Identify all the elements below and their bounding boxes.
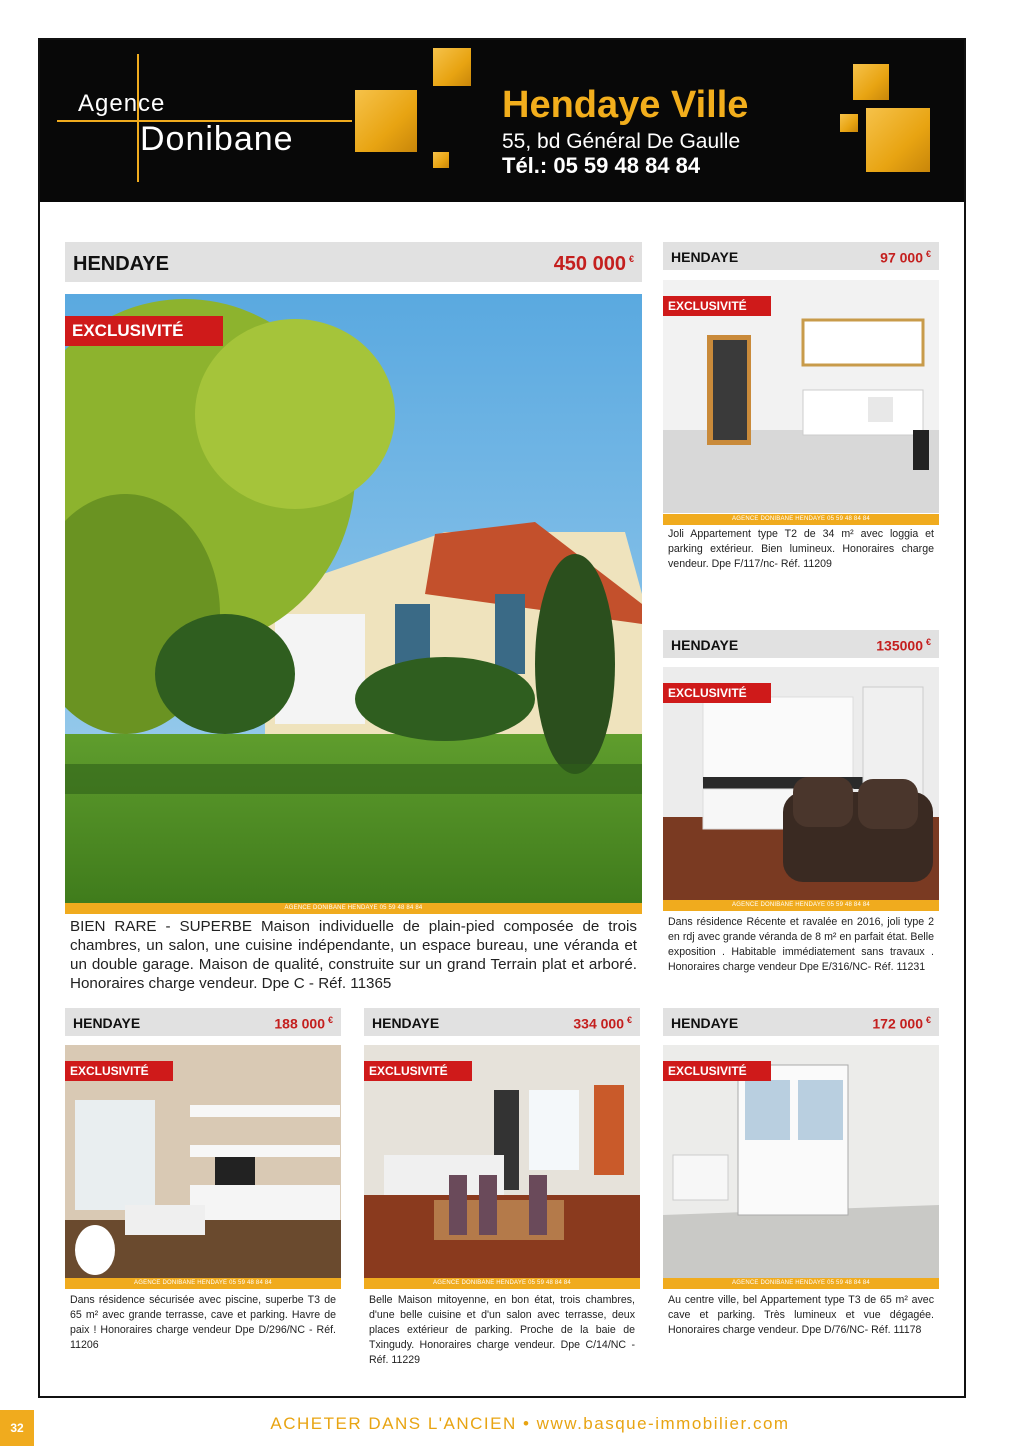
- listing-city: HENDAYE: [73, 1015, 141, 1031]
- listing-photo-kitchen[interactable]: [663, 280, 939, 513]
- logo-agence-text: Agence: [78, 90, 166, 117]
- listing-photo-dining-room[interactable]: [364, 1045, 640, 1278]
- listing-city: HENDAYE: [671, 1015, 739, 1031]
- listing-card[interactable]: [65, 242, 642, 1002]
- listing-photo-living-sofa[interactable]: [663, 667, 939, 900]
- footer-separator: •: [522, 1414, 531, 1433]
- listing-header-bar: [663, 1008, 939, 1036]
- exclusivite-badge: EXCLUSIVITÉ: [65, 1061, 173, 1081]
- listing-price: 97 000 €: [880, 249, 931, 266]
- exclusivite-badge: EXCLUSIVITÉ: [663, 683, 771, 703]
- listing-city: HENDAYE: [73, 253, 169, 275]
- office-title: Hendaye Ville: [502, 84, 749, 126]
- listing-description: Au centre ville, bel Appartement type T3 de 65 m² avec cave et parking. Très lumineux et vue dégagée. Honoraires charge vendeur. Dpe D/76/NC- Réf. 11178: [668, 1294, 934, 1336]
- listing-city: HENDAYE: [671, 637, 739, 653]
- listing-header-bar: [663, 630, 939, 658]
- listing-price: 135000 €: [876, 637, 931, 654]
- footer-banner: [0, 1414, 1024, 1434]
- decorative-square: [853, 64, 889, 100]
- exclusivite-badge: EXCLUSIVITÉ: [663, 1061, 771, 1081]
- decorative-square: [355, 90, 417, 152]
- listing-photo-garden-house[interactable]: [65, 294, 642, 912]
- listing-card[interactable]: [663, 1008, 939, 1373]
- listing-description: Belle Maison mitoyenne, en bon état, trois chambres, d'une belle cuisine et d'un salon avec terrasse, deux places extérieur de parking. Proche de la baie de Txingudy. Honoraires charge vendeur. Dpe C/14/NC - Réf. 11229: [369, 1294, 635, 1366]
- listing-price: 334 000 €: [573, 1015, 632, 1032]
- listing-price: 450 000 €: [553, 253, 634, 275]
- agency-header: [40, 40, 964, 202]
- photo-credit: AGENCE DONIBANE HENDAYE 05 59 48 84 84: [65, 1278, 341, 1289]
- listing-description: Dans résidence sécurisée avec piscine, superbe T3 de 65 m² avec grande terrasse, cave et parking. Havre de paix ! Honoraires charge vendeur Dpe D/296/NC - Réf. 11206: [70, 1294, 336, 1351]
- photo-credit: AGENCE DONIBANE HENDAYE 05 59 48 84 84: [663, 900, 939, 911]
- listing-photo-living-room[interactable]: [65, 1045, 341, 1278]
- exclusivite-badge: EXCLUSIVITÉ: [364, 1061, 472, 1081]
- decorative-square: [840, 114, 858, 132]
- photo-credit: AGENCE DONIBANE HENDAYE 05 59 48 84 84: [364, 1278, 640, 1289]
- office-phone: Tél.: 05 59 48 84 84: [502, 153, 701, 178]
- footer-heading: ACHETER DANS L'ANCIEN: [270, 1414, 517, 1433]
- listing-header-bar: [663, 242, 939, 270]
- listing-photo-empty-room[interactable]: [663, 1045, 939, 1278]
- listing-city: HENDAYE: [372, 1015, 440, 1031]
- photo-credit: AGENCE DONIBANE HENDAYE 05 59 48 84 84: [65, 903, 642, 914]
- listing-card[interactable]: [663, 630, 939, 1000]
- listing-card[interactable]: [663, 242, 939, 582]
- footer-website-link[interactable]: www.basque-immobilier.com: [536, 1414, 790, 1433]
- exclusivite-badge: EXCLUSIVITÉ: [65, 316, 223, 346]
- exclusivite-badge: EXCLUSIVITÉ: [663, 296, 771, 316]
- listing-description: Joli Appartement type T2 de 34 m² avec loggia et parking extérieur. Bien lumineux. Honoraires charge vendeur. Dpe F/117/nc- Réf. 11209: [668, 528, 934, 570]
- listing-header-bar: [364, 1008, 640, 1036]
- listing-price: 172 000 €: [872, 1015, 931, 1032]
- logo-vertical-line: [137, 54, 139, 182]
- listing-card[interactable]: [364, 1008, 640, 1373]
- decorative-square: [433, 152, 449, 168]
- listing-header-bar: [65, 1008, 341, 1036]
- listing-card[interactable]: [65, 1008, 341, 1373]
- page-number: 32: [0, 1410, 34, 1446]
- decorative-square: [866, 108, 930, 172]
- listing-city: HENDAYE: [671, 249, 739, 265]
- logo-donibane-text: Donibane: [140, 120, 294, 158]
- decorative-square: [433, 48, 471, 86]
- listing-description: Dans résidence Récente et ravalée en 2016, joli type 2 en rdj avec grande véranda de 8 m² en parfait état. Belle exposition . Habitable immédiatement sans travaux . Honoraires charge vendeur Dpe E/316/NC- Réf. 11231: [668, 916, 934, 973]
- photo-credit: AGENCE DONIBANE HENDAYE 05 59 48 84 84: [663, 1278, 939, 1289]
- listing-price: 188 000 €: [274, 1015, 333, 1032]
- listing-header-bar: [65, 242, 642, 282]
- office-address: 55, bd Général De Gaulle: [502, 130, 741, 153]
- listing-description: BIEN RARE - SUPERBE Maison individuelle de plain-pied composée de trois chambres, un salon, une cuisine indépendante, un espace bureau, une véranda et un double garage. Maison de qualité, construite sur un grand Terrain plat et arboré. Honoraires charge vendeur. Dpe C - Réf. 11365: [70, 918, 637, 992]
- photo-credit: AGENCE DONIBANE HENDAYE 05 59 48 84 84: [663, 514, 939, 525]
